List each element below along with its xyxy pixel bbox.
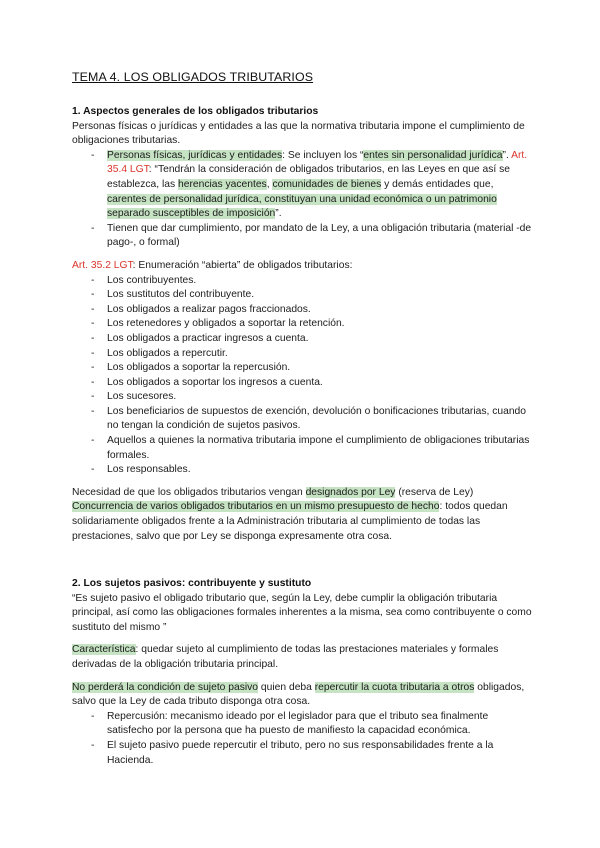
text-fragment: obligados, salvo que la Ley de cada tributo disponga otra cosa.: [72, 681, 525, 708]
highlight-entes: entes sin personalidad jurídica: [363, 149, 503, 161]
highlight-caracteristica: Característica: [72, 644, 136, 656]
highlight-repercutir: repercutir la cuota tributaria a otros: [314, 681, 475, 693]
highlight-herencias: herencias yacentes: [177, 178, 267, 190]
caracteristica-paragraph: [72, 643, 534, 672]
highlight-designados: designados por Ley: [305, 486, 396, 498]
list-item: - Los retenedores y obligados a soportar la retención.: [72, 317, 534, 332]
highlight-comunidades: comunidades de bienes: [272, 178, 382, 190]
list-item: - El sujeto pasivo puede repercutir el tributo, pero no sus responsabilidades frente a la Hacienda.: [72, 739, 534, 768]
list-item: - Los responsables.: [72, 463, 534, 478]
text-fragment: ”.: [502, 149, 512, 161]
section-1: [72, 105, 534, 544]
list-item: - Los obligados a practicar ingresos a cuenta.: [72, 332, 534, 347]
highlight-concurrencia: Concurrencia de varios obligados tributarios en un mismo presupuesto de hecho: [72, 501, 440, 513]
section-1-heading: 1. Aspectos generales de los obligados tributarios: [72, 106, 319, 117]
list-item: - Repercusión: mecanismo ideado por el legislador para que el tributo sea finalmente satisfecho por la persona que ha puesto de manifiesto la capacidad económica.: [72, 710, 534, 739]
necesidad-paragraph: [72, 486, 534, 501]
text-fragment: quien deba: [258, 681, 315, 693]
text-fragment: : Se incluyen los “: [282, 149, 364, 161]
article-reference: Art. 35.4 LGT: [107, 149, 528, 176]
bullet-mandato: - Tienen que dar cumplimiento, por mandato de la Ley, a una obligación tributaria (material -de pago-, o formal): [72, 222, 534, 251]
list-item: - Los obligados a soportar los ingresos a cuenta.: [72, 376, 534, 391]
section-1-intro: Personas físicas o jurídicas y entidades a las que la normativa tributaria impone el cumplimiento de obligaciones tributarias.: [72, 120, 525, 147]
list-item: - Los obligados a soportar la repercusión.: [72, 361, 534, 376]
concurrencia-paragraph: [72, 500, 534, 544]
list-item: - Los contribuyentes.: [72, 274, 534, 289]
no-perdera-paragraph: [72, 681, 534, 710]
list-item: - Los sustitutos del contribuyente.: [72, 288, 534, 303]
list-item: - Los sucesores.: [72, 390, 534, 405]
page-title: TEMA 4. LOS OBLIGADOS TRIBUTARIOS: [72, 70, 314, 84]
highlight-personas: Personas físicas, jurídicas y entidades: [107, 149, 283, 161]
section-2-heading: 2. Los sujetos pasivos: contribuyente y sustituto: [72, 578, 312, 589]
text-fragment: y demás entidades que,: [381, 178, 494, 190]
text-fragment: ”.: [275, 208, 282, 220]
bullet-entities: [72, 149, 534, 222]
art-35-2-line: [72, 259, 534, 274]
text-fragment: (reserva de Ley): [395, 486, 474, 498]
highlight-carentes: carentes de personalidad jurídica, constituyan una unidad económica o un patrimonio separado susceptibles de imposición: [107, 193, 497, 220]
text-fragment: : todos quedan solidariamente obligados frente a la Administración tributaria al cumplimiento de todas las prestaciones, salvo que por Ley se disponga expresamente otra cosa.: [72, 501, 508, 542]
list-item: - Los obligados a realizar pagos fraccionados.: [72, 303, 534, 318]
text-fragment: : “Tendrán la consideración de obligados tributarios, en las Leyes en que así se establezca, las: [107, 164, 510, 190]
obligados-list: [72, 274, 534, 478]
list-item: - Los obligados a repercutir.: [72, 347, 534, 362]
text-fragment: : quedar sujeto al cumplimiento de todas las prestaciones materiales y formales derivadas de la obligación tributaria principal.: [72, 644, 499, 670]
list-item: - Aquellos a quienes la normativa tributaria impone el cumplimiento de obligaciones tributarias formales.: [72, 434, 534, 463]
list-item: - Los beneficiarios de supuestos de exención, devolución o bonificaciones tributarias, cuando no tengan la condición de sujetos pasivos.: [72, 405, 534, 434]
section-2-bullets: [72, 710, 534, 768]
definition-quote: “Es sujeto pasivo el obligado tributario que, según la Ley, debe cumplir la obligación tributaria principal, así como las obligaciones formales inherentes a la misma, sea como contribuyente o como sustituto del mismo ”: [72, 592, 532, 633]
section-1-bullets: [72, 149, 534, 251]
text-fragment: ,: [266, 178, 273, 190]
text-fragment: Necesidad de que los obligados tributarios vengan: [72, 486, 306, 498]
text-fragment: : Enumeración “abierta” de obligados tributarios:: [132, 259, 353, 271]
article-reference: Art. 35.2 LGT: [72, 259, 133, 271]
highlight-no-perdera: No perderá la condición de sujeto pasivo: [72, 681, 259, 693]
section-2: [72, 577, 534, 768]
